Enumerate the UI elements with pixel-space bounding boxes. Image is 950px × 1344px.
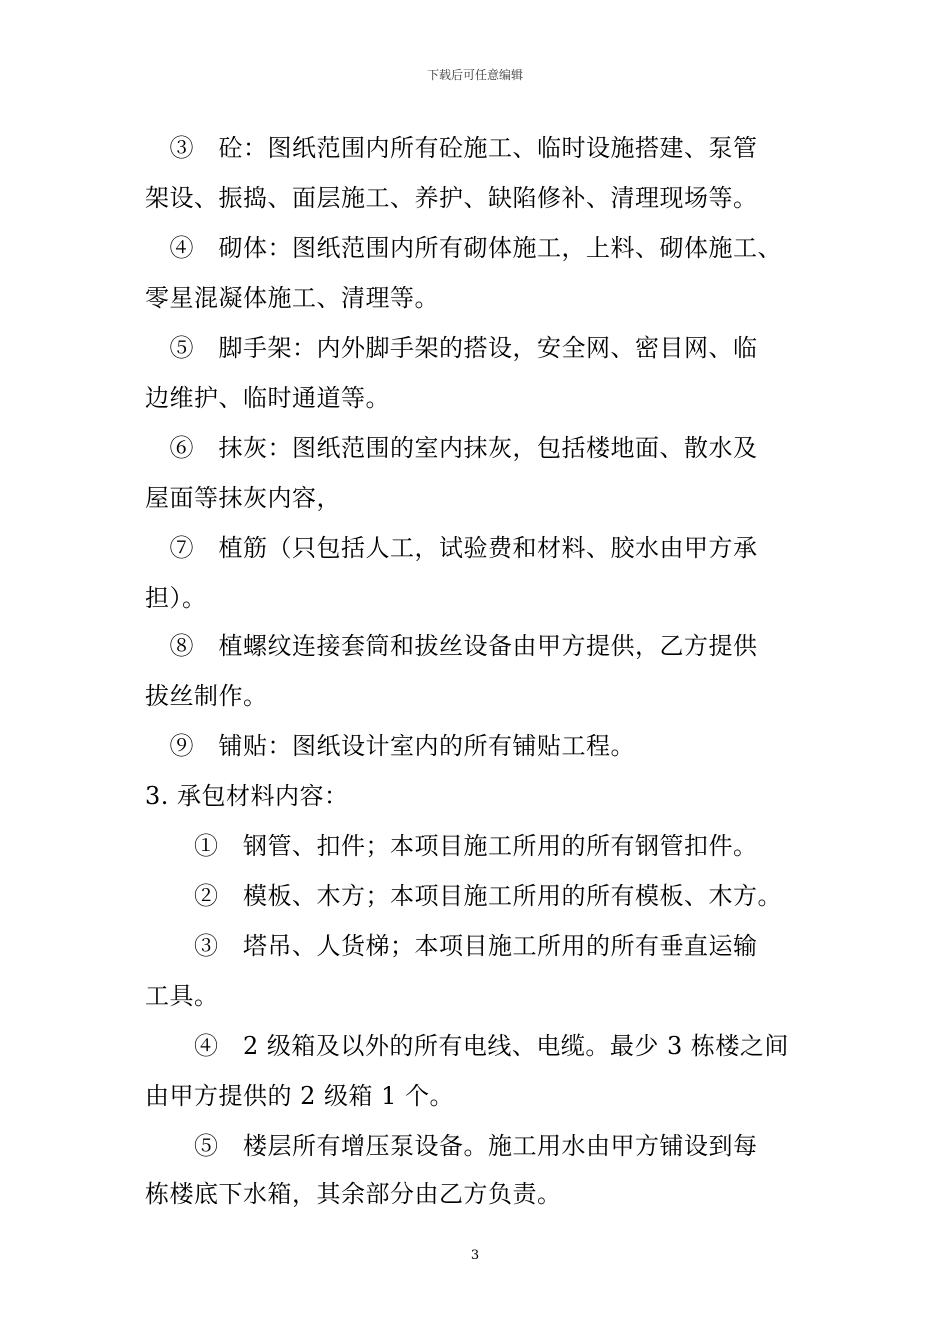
text-line: ⑤ 楼层所有增压泵设备。施工用水由甲方铺设到每 xyxy=(145,1132,758,1160)
text-line: 由甲方提供的 2 级箱 1 个。 xyxy=(145,1082,455,1110)
text-line: ④ 砌体：图纸范围内所有砌体施工，上料、砌体施工、 xyxy=(145,234,782,262)
text-line: 架设、振捣、面层施工、养护、缺陷修补、清理现场等。 xyxy=(145,184,758,212)
text-line: ⑦ 植筋（只包括人工，试验费和材料、胶水由甲方承 xyxy=(145,534,758,562)
text-line: 屋面等抹灰内容， xyxy=(145,484,341,512)
text-line: ② 模板、木方；本项目施工所用的所有模板、木方。 xyxy=(145,882,782,910)
page-header: 下载后可任意编辑 xyxy=(426,68,523,82)
text-line: 零星混凝体施工、清理等。 xyxy=(145,284,439,312)
text-line: ⑨ 铺贴：图纸设计室内的所有铺贴工程。 xyxy=(145,732,635,760)
text-line: 边维护、临时通道等。 xyxy=(145,384,390,412)
text-line: ⑥ 抹灰：图纸范围的室内抹灰，包括楼地面、散水及 xyxy=(145,434,758,462)
section-heading: 3. 承包材料内容： xyxy=(145,782,349,810)
text-line: 担）。 xyxy=(145,584,207,612)
text-line: ① 钢管、扣件；本项目施工所用的所有钢管扣件。 xyxy=(145,832,758,860)
page-number: 3 xyxy=(470,1248,480,1263)
text-line: 栋楼底下水箱，其余部分由乙方负责。 xyxy=(145,1180,562,1208)
text-line: ⑧ 植螺纹连接套筒和拔丝设备由甲方提供，乙方提供 xyxy=(145,632,758,660)
text-line: ⑤ 脚手架：内外脚手架的搭设，安全网、密目网、临 xyxy=(145,334,758,362)
text-line: 拔丝制作。 xyxy=(145,682,268,710)
text-line: ③ 塔吊、人货梯；本项目施工所用的所有垂直运输 xyxy=(145,932,758,960)
text-line: ④ 2 级箱及以外的所有电线、电缆。最少 3 栋楼之间 xyxy=(145,1032,789,1060)
text-line: ③ 砼：图纸范围内所有砼施工、临时设施搭建、泵管 xyxy=(145,134,758,162)
text-line: 工具。 xyxy=(145,982,219,1010)
